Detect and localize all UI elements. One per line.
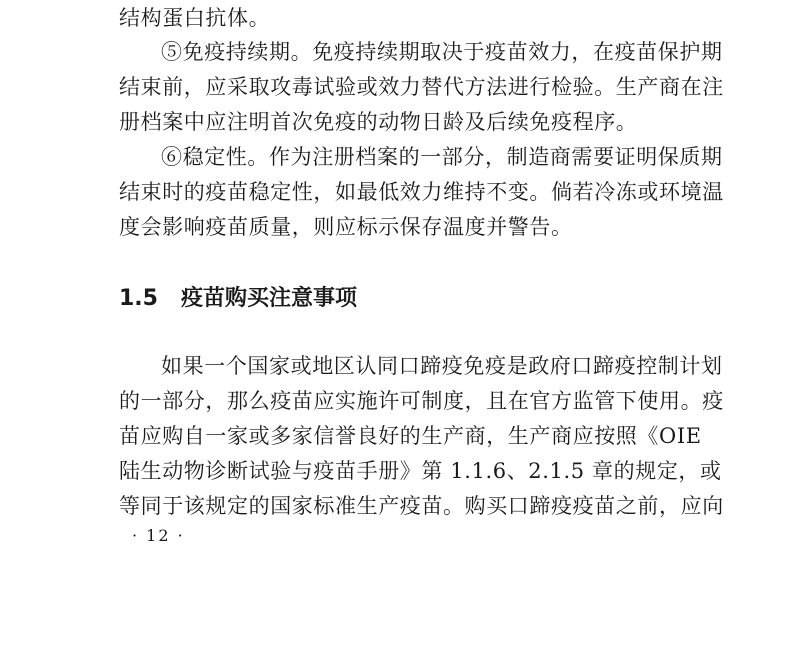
section-number: 1.5 [119,286,158,311]
text-line: ⑤免疫持续期。免疫持续期取决于疫苗效力，在疫苗保护期 [161,40,723,64]
page-number: · 12 · [132,526,185,545]
text-line: 度会影响疫苗质量，则应标示保存温度并警告。 [119,215,573,239]
text-line: 苗应购自一家或多家信誉良好的生产商，生产商应按照《OIE [119,424,702,448]
text-line: 结束前，应采取攻毒试验或效力替代方法进行检验。生产商在注 [119,75,724,99]
text-line: 结构蛋白抗体。 [119,6,271,30]
section-title: 疫苗购买注意事项 [181,286,358,311]
text-line: 等同于该规定的国家标准生产疫苗。购买口蹄疫疫苗之前，应向 [119,494,724,518]
text-line: 陆生动物诊断试验与疫苗手册》第 1.1.6、2.1.5 章的规定，或 [119,459,722,483]
text-line: 的一部分，那么疫苗应实施许可制度，且在官方监管下使用。疫 [119,389,724,413]
text-line: 册档案中应注明首次免疫的动物日龄及后续免疫程序。 [119,110,638,134]
text-line: 结束时的疫苗稳定性，如最低效力维持不变。倘若冷冻或环境温 [119,180,724,204]
section-heading [119,284,357,314]
text-line: 如果一个国家或地区认同口蹄疫免疫是政府口蹄疫控制计划 [161,354,723,378]
text-line: ⑥稳定性。作为注册档案的一部分，制造商需要证明保质期 [161,145,723,169]
